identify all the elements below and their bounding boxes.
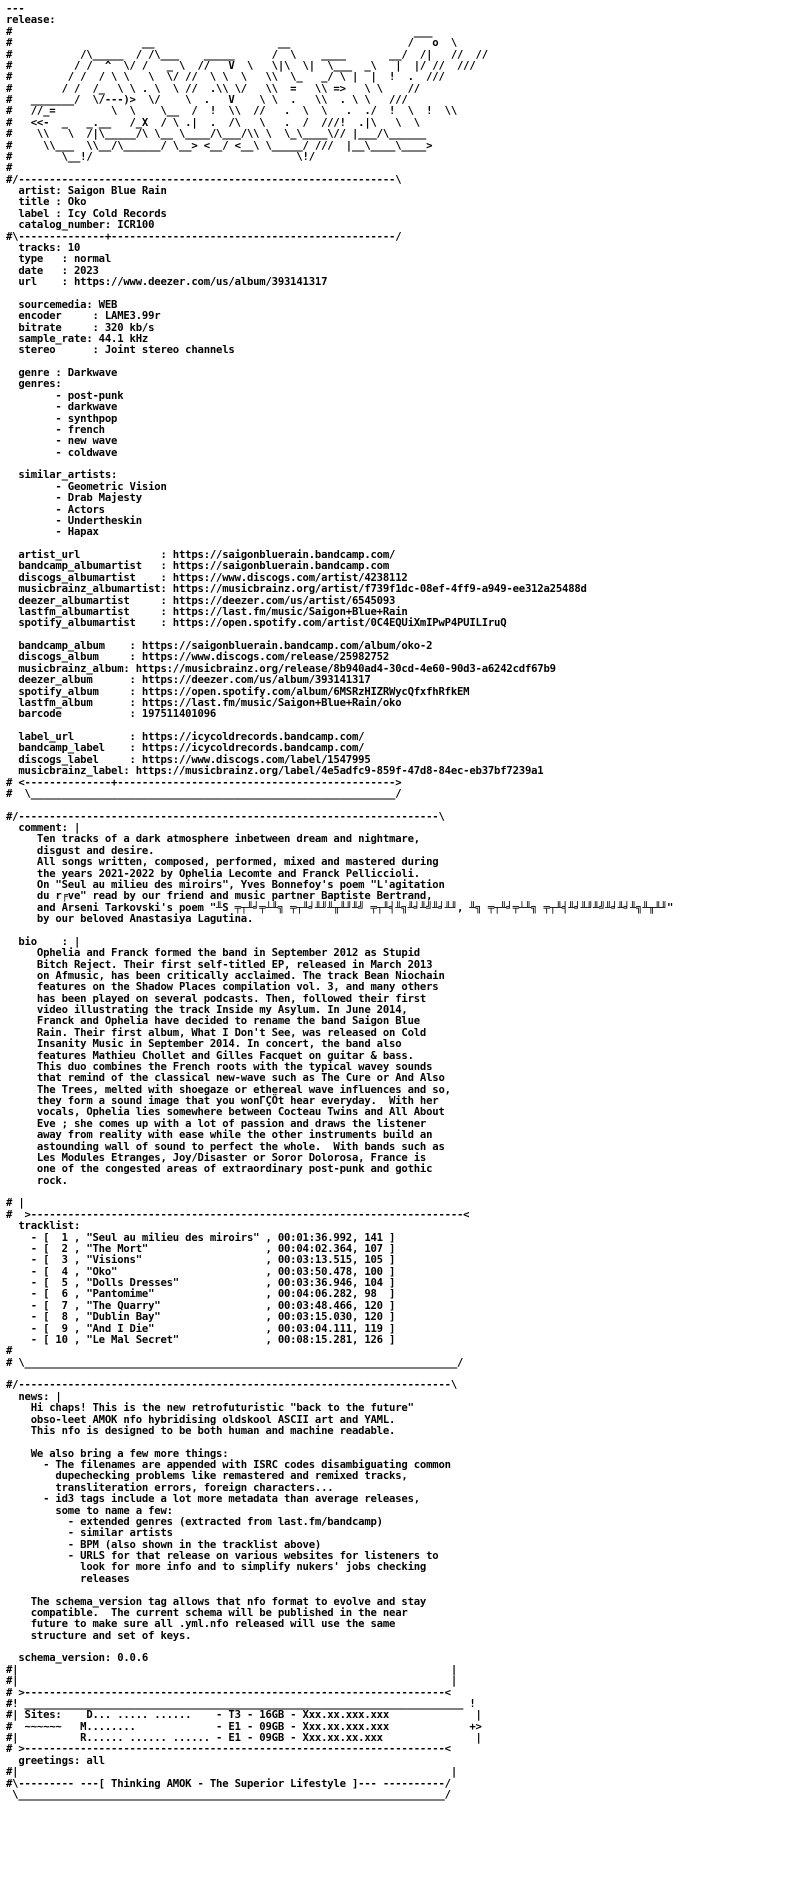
nfo-line: dupechecking problems like remastered and remixed tracks, xyxy=(6,1470,408,1483)
nfo-line: #/--------------------------------------------------------------------\ xyxy=(6,810,445,823)
nfo-line: --- xyxy=(6,3,25,15)
nfo-line: # | xyxy=(6,1197,25,1210)
nfo-line[interactable]: lastfm_albumartist : https://last.fm/music/Saigon+Blue+Rain xyxy=(6,605,408,618)
nfo-line: # / / ^ \/ / _ \ // V \ \|\ \| \___ _\ | |/ // /// xyxy=(6,59,476,72)
nfo-line: type : normal xyxy=(6,253,112,266)
nfo-line: tracks: 10 xyxy=(6,241,81,254)
nfo-line: - URLS for that release on various websites for listeners to xyxy=(6,1550,439,1562)
nfo-line: # >--------------------------------------------------------------------< xyxy=(6,1686,451,1699)
nfo-line: # \___________________________________________________________/ xyxy=(6,787,402,800)
nfo-line: #| Sites: D... ..... ...... - T3 - 16GB - Xxx.xx.xxx.xxx | xyxy=(6,1709,482,1722)
nfo-line: - [ 1 , "Seul au milieu des miroirs" , 00:01:36.992, 141 ] xyxy=(6,1231,396,1244)
nfo-line: - [ 8 , "Dublin Bay" , 00:03:15.030, 120 ] xyxy=(6,1311,396,1324)
nfo-line: Ten tracks of a dark atmosphere inbetween dream and nightmare, xyxy=(6,833,420,846)
nfo-line: Eve ; she comes up with a lot of passion and draws the listener xyxy=(6,1117,427,1130)
nfo-line: # <<- _ _.__ /_X / \ .| . /\ \ . / ///! .|\ \ \ xyxy=(6,116,420,129)
nfo-line: has been played on several podcasts. Then, followed their first xyxy=(6,992,427,1005)
nfo-line: away from reality with ease while the other instruments build an xyxy=(6,1129,433,1142)
nfo-line: look for more info and to simplify nukers' jobs checking xyxy=(6,1561,427,1574)
nfo-line[interactable]: spotify_albumartist : https://open.spotify.com/artist/0C4EQUiXmIPwP4PUILIruQ xyxy=(6,617,507,630)
nfo-line: # \\___ \\__/\______/ \__> <__/ <__\ \_____/ /// |__\____\____> xyxy=(6,139,433,152)
nfo-line: #| | xyxy=(6,1663,457,1676)
nfo-line: - Geometric Vision xyxy=(6,480,167,493)
nfo-line[interactable]: label_url : https://icycoldrecords.bandcamp.com/ xyxy=(6,731,365,743)
nfo-line: # __ __ / o \ xyxy=(6,37,457,50)
nfo-line: - Drab Majesty xyxy=(6,492,142,505)
nfo-line: # /\_____ / /\___ _____ / \ ____ __/ /| // // xyxy=(6,48,488,61)
nfo-line: # / / / \ \ \ \/ // \ \ \ \\ \_ _/ \ | | ! . /// xyxy=(6,71,445,84)
nfo-line: one of the congested areas of extraordinary post-punk and gothic xyxy=(6,1163,433,1176)
nfo-line: label : Icy Cold Records xyxy=(6,207,167,220)
nfo-line: - [ 4 , "Oko" , 00:03:50.478, 100 ] xyxy=(6,1265,396,1278)
nfo-line: - [ 6 , "Pantomime" , 00:04:06.282, 98 ] xyxy=(6,1288,396,1301)
nfo-line[interactable]: deezer_album : https://deezer.com/us/album/393141317 xyxy=(6,674,371,687)
nfo-line: greetings: all xyxy=(6,1754,105,1767)
nfo-line: # \\ \ /|\_____/\ \__ \____/\___/\\ \ \_\____\// |___/\______ xyxy=(6,128,427,141)
nfo-line: #| | xyxy=(6,1766,457,1779)
nfo-line: - [ 7 , "The Quarry" , 00:03:48.466, 120 ] xyxy=(6,1299,396,1312)
nfo-line: catalog_number: ICR100 xyxy=(6,219,155,232)
nfo-line: This duo combines the French roots with the typical wavey sounds xyxy=(6,1060,433,1073)
nfo-line: # \__!/ \!/ xyxy=(6,150,315,163)
nfo-line: du r╒ve" read by our friend and music partner Baptiste Bertrand, xyxy=(6,890,433,903)
nfo-line: - Actors xyxy=(6,503,105,516)
nfo-line: obso-leet AMOK nfo hybridising oldskool ASCII art and YAML. xyxy=(6,1413,396,1426)
nfo-line: Insanity Music in September 2014. In concert, the band also xyxy=(6,1038,402,1051)
nfo-line: # >--------------------------------------------------------------------< xyxy=(6,1743,451,1756)
nfo-line: We also bring a few more things: xyxy=(6,1447,229,1460)
nfo-line: features Mathieu Chollet and Gilles Facquet on guitar & bass. xyxy=(6,1049,414,1062)
nfo-line: rock. xyxy=(6,1174,68,1187)
nfo-line: and Arseni Tarkovski's poem "╨Ѕ ╤┬╨╛╤┴╨╗ ╤┬╨╛╨╜╨╥╨╜╨╝ ╤┬╨╡╨╗╨╛╨╝╨╛╨╜, ╨╗ ╤┬╨╛╤┴╨╗ ╤┬╨╡╨╛╨╜╨╝╨╛╨╛╨╗╨╥╨╜" xyxy=(6,901,674,914)
nfo-line: barcode : 197511401096 xyxy=(6,708,217,721)
nfo-line: on Afmusic, has been critically acclaimed. The track Bean Niochain xyxy=(6,969,445,982)
nfo-line: features on the Shadow Places compilation vol. 3, and many others xyxy=(6,981,439,994)
nfo-line[interactable]: discogs_label : https://www.discogs.com/label/1547995 xyxy=(6,753,371,766)
nfo-line[interactable]: lastfm_album : https://last.fm/music/Saigon+Blue+Rain/oko xyxy=(6,696,402,709)
nfo-line: date : 2023 xyxy=(6,264,99,277)
nfo-line: - The filenames are appended with ISRC codes disambiguating common xyxy=(6,1459,451,1471)
nfo-line: video illustrating the track Inside my Asylum. In June 2014, xyxy=(6,1004,408,1016)
nfo-line: Franck and Ophelia have decided to rename the band Saigon Blue xyxy=(6,1015,420,1028)
nfo-line: Hi chaps! This is the new retrofuturistic "back to the future" xyxy=(6,1402,414,1415)
nfo-line: # / / /_ \ \ . \ \ // .\\ \/ \\ = \\ => \ \ // xyxy=(6,82,420,95)
nfo-line: - extended genres (extracted from last.fm/bandcamp) xyxy=(6,1515,383,1528)
nfo-line: comment: | xyxy=(6,822,81,834)
nfo-line: - post-punk xyxy=(6,389,124,402)
nfo-line: The Trees, melted with shoegaze or ethereal wave influences and so, xyxy=(6,1083,451,1096)
nfo-line: future to make sure all .yml.nfo released will use the same xyxy=(6,1618,396,1631)
nfo-line: the years 2021-2022 by Ophelia Lecomte and Franck Pelliccioli. xyxy=(6,867,420,880)
nfo-line: - coldwave xyxy=(6,446,118,459)
nfo-line: genre : Darkwave xyxy=(6,367,118,379)
nfo-line[interactable]: bandcamp_label : https://icycoldrecords.bandcamp.com/ xyxy=(6,742,365,755)
nfo-line: # xyxy=(6,162,13,175)
nfo-line: encoder : LAME3.99r xyxy=(6,310,161,323)
nfo-line: schema_version: 0.0.6 xyxy=(6,1652,149,1665)
nfo-line: they form a sound image that you wonΓÇÖt hear everyday. With her xyxy=(6,1095,439,1107)
nfo-line: # ~~~~~~ M........ - E1 - 09GB - Xxx.xx.xxx.xxx +> xyxy=(6,1720,482,1733)
nfo-line: compatible. The current schema will be published in the near xyxy=(6,1606,408,1619)
nfo-line: - Undertheskin xyxy=(6,514,142,527)
nfo-line[interactable]: musicbrainz_albumartist: https://musicbrainz.org/artist/f739f1dc-08ef-4ff9-a949-ee312a25488d xyxy=(6,583,587,596)
nfo-line: # >----------------------------------------------------------------------< xyxy=(6,1208,470,1221)
nfo-line: releases xyxy=(6,1572,130,1585)
nfo-line: genres: xyxy=(6,378,62,391)
nfo-line: structure and set of keys. xyxy=(6,1629,192,1642)
nfo-line: #| R...... ...... ...... - E1 - 09GB - Xxx.xx.xx.xxx | xyxy=(6,1732,482,1744)
nfo-line: bitrate : 320 kb/s xyxy=(6,321,155,334)
nfo-line: # <--------------+---------------------------------------------> xyxy=(6,776,402,789)
nfo-line: #\--------------+----------------------------------------------/ xyxy=(6,230,402,243)
nfo-line: artist: Saigon Blue Rain xyxy=(6,185,167,197)
nfo-line: # ___ xyxy=(6,25,433,38)
nfo-line: release: xyxy=(6,14,56,27)
nfo-line: Rain. Their first album, What I Don't See, was released on Cold xyxy=(6,1026,427,1039)
nfo-line: sourcemedia: WEB xyxy=(6,298,118,311)
nfo-line[interactable]: bandcamp_albumartist : https://saigonbluerain.bandcamp.com xyxy=(6,560,390,573)
nfo-line: #\--------- ---[ Thinking AMOK - The Superior Lifestyle ]--- ----------/ xyxy=(6,1777,451,1790)
nfo-line[interactable]: deezer_albumartist : https://deezer.com/us/artist/6545093 xyxy=(6,594,396,607)
nfo-line: - BPM (also shown in the tracklist above) xyxy=(6,1538,322,1551)
nfo-line: \_____________________________________________________________________/ xyxy=(6,1788,451,1801)
nfo-line: - Hapax xyxy=(6,526,99,539)
nfo-line: - new wave xyxy=(6,435,118,448)
nfo-line: vocals, Ophelia lies somewhere between Cocteau Twins and All About xyxy=(6,1106,445,1119)
nfo-line: Bitch Reject. Their first self-titled EP, released in March 2013 xyxy=(6,958,433,971)
nfo-line: - [ 2 , "The Mort" , 00:04:02.364, 107 ] xyxy=(6,1242,396,1255)
nfo-line: - french xyxy=(6,423,105,436)
nfo-line[interactable]: artist_url : https://saigonbluerain.bandcamp.com/ xyxy=(6,549,396,561)
nfo-line: - [ 3 , "Visions" , 00:03:13.515, 105 ] xyxy=(6,1254,396,1267)
nfo-line[interactable]: musicbrainz_label: https://musicbrainz.org/label/4e5adfc9-859f-47d8-84ec-eb37bf7239a1 xyxy=(6,765,544,778)
nfo-line: sample_rate: 44.1 kHz xyxy=(6,332,149,345)
nfo-line: #| | xyxy=(6,1675,457,1688)
nfo-line: bio : | xyxy=(6,935,81,948)
nfo-line: news: | xyxy=(6,1390,62,1403)
nfo-line: - [ 5 , "Dolls Dresses" , 00:03:36.946, 104 ] xyxy=(6,1277,396,1289)
nfo-line: - similar artists xyxy=(6,1527,173,1540)
nfo-line[interactable]: spotify_album : https://open.spotify.com/album/6MSRzHIZRWycQfxfhRfkEM xyxy=(6,685,470,698)
nfo-line: On "Seul au milieu des miroirs", Yves Bonnefoy's poem "L'agitation xyxy=(6,878,445,891)
nfo-line[interactable]: musicbrainz_album: https://musicbrainz.org/release/8b940ad4-30cd-4e60-90d3-a6242cdf67b9 xyxy=(6,662,556,675)
nfo-line: title : Oko xyxy=(6,196,87,209)
nfo-line: - synthpop xyxy=(6,412,118,425)
nfo-line[interactable]: bandcamp_album : https://saigonbluerain.bandcamp.com/album/oko-2 xyxy=(6,640,433,652)
nfo-line: # xyxy=(6,1345,13,1358)
nfo-line: astounding wall of sound to perfect the whole. With bands such as xyxy=(6,1140,445,1153)
nfo-line: All songs written, composed, performed, mixed and mastered during xyxy=(6,856,439,869)
nfo-line: Les Modules Etranges, Joy/Disaster or Soror Dolorosa, France is xyxy=(6,1151,427,1164)
nfo-line: - darkwave xyxy=(6,401,118,414)
nfo-line: similar_artists: xyxy=(6,469,118,482)
nfo-line: - [ 10 , "Le Mal Secret" , 00:08:15.281, 126 ] xyxy=(6,1333,396,1346)
nfo-line: # \______________________________________________________________________/ xyxy=(6,1356,464,1369)
nfo-line: This nfo is designed to be both human and machine readable. xyxy=(6,1424,396,1437)
nfo-line: # //_= \ \ \__ / ! \\ // . \ \ . ./ ! \ ! \\ xyxy=(6,105,457,118)
nfo-line: #! _______________________________________________________________________ ! xyxy=(6,1697,476,1710)
nfo-line: transliteration errors, foreign characters... xyxy=(6,1481,334,1494)
nfo-line: that remind of the classical new-wave such as The Cure or And Also xyxy=(6,1072,445,1085)
nfo-line: #/-------------------------------------------------------------\ xyxy=(6,173,402,186)
nfo-line[interactable]: discogs_album : https://www.discogs.com/release/25982752 xyxy=(6,651,390,664)
nfo-line: - id3 tags include a lot more metadata than average releases, xyxy=(6,1493,420,1506)
nfo-line: disgust and desire. xyxy=(6,844,155,857)
nfo-line[interactable]: discogs_albumartist : https://www.discogs.com/artist/4238112 xyxy=(6,571,408,584)
nfo-line: #/----------------------------------------------------------------------\ xyxy=(6,1379,457,1392)
nfo-line: Ophelia and Franck formed the band in September 2012 as Stupid xyxy=(6,947,420,960)
nfo-line: # _______/ \/---)> \/ \ . V \ \ . \\ . \ \ /// xyxy=(6,94,408,106)
nfo-line: - [ 9 , "And I Die" , 00:03:04.111, 119 ] xyxy=(6,1322,396,1335)
nfo-line: The schema_version tag allows that nfo format to evolve and stay xyxy=(6,1595,427,1608)
nfo-line: some to name a few: xyxy=(6,1504,173,1517)
nfo-line: tracklist: xyxy=(6,1220,81,1233)
nfo-line: stereo : Joint stereo channels xyxy=(6,344,235,357)
nfo-line: by our beloved Anastasiya Lagutina. xyxy=(6,913,254,925)
nfo-line[interactable]: url : https://www.deezer.com/us/album/393141317 xyxy=(6,276,328,288)
